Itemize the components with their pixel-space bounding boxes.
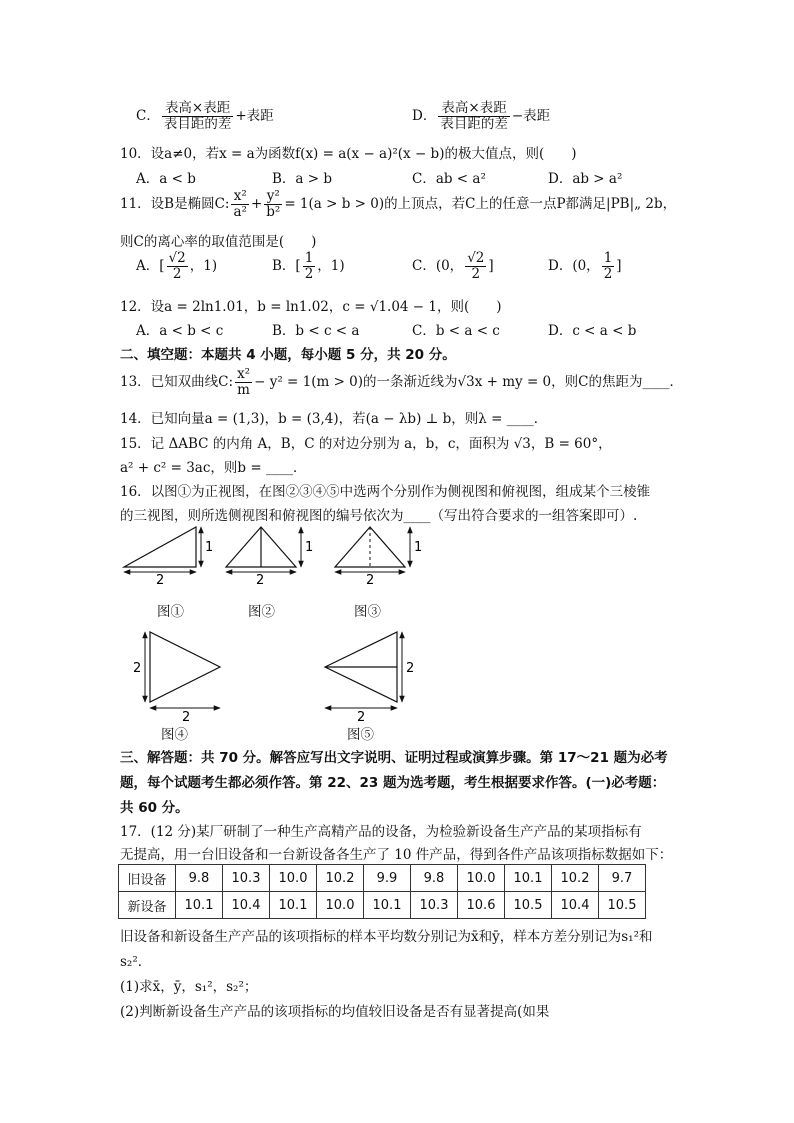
table-row	[119, 865, 646, 892]
section-3-heading-line2: 题，每个试题考生都必须作答。第 22、23 题为选考题，考生根据要求作答。(一)必考题：	[120, 775, 666, 791]
figure-3-width-label: 2	[366, 573, 375, 588]
table-cell: 10.1	[176, 892, 223, 919]
q11-stem-line2: 则C的离心率的取值范围是( )	[120, 234, 317, 250]
q15-stem-line2: a² + c² = 3ac，则b = ____．	[120, 460, 307, 476]
q11-option-d: D．(0， $\frac{1}{2}$ ]	[548, 250, 622, 282]
figure-3-height-label: 1	[414, 540, 423, 555]
q12-option-a: A．a < b < c	[136, 323, 224, 339]
figure-4-caption: 图④	[161, 727, 188, 743]
q15-stem-line1: 15．记 ΔABC 的内角 A，B，C 的对边分别为 a，b，c，面积为 √3，B = 60°，	[120, 436, 612, 452]
figure-2-width-label: 2	[256, 573, 265, 588]
figure-1-caption: 图①	[157, 604, 184, 620]
table-row-header: 新设备	[119, 892, 176, 919]
table-cell: 10.0	[458, 865, 505, 892]
table-cell: 10.5	[505, 892, 552, 919]
q9-d-fraction: $\frac{\text{表高×表距}}{\text{表目距的差}}$	[440, 100, 508, 132]
table-cell: 10.1	[270, 892, 317, 919]
q17-after-table-line1: 旧设备和新设备生产产品的该项指标的样本平均数分别记为x̄和ȳ，样本方差分别记为s₁²和	[120, 929, 653, 945]
table-cell: 10.0	[270, 865, 317, 892]
q14-stem: 14．已知向量a = (1,3)，b = (3,4)，若(a − λb) ⊥ b，则λ = ____．	[120, 411, 548, 427]
q11-stem: 11．设B是椭圆C: $\frac{\text{x²}}{\text{a²}}$ + $\frac{\text{y²}}{\text{b²}}$ = 1(a > b > 0)的上顶点，若C上的任意一点P都满足|PB|„ 2b，	[120, 188, 677, 220]
q17-after-table-line2: s₂²．	[120, 954, 152, 970]
q9-c-fraction: $\frac{\text{表高×表距}}{\text{表目距的差}}$	[163, 100, 232, 132]
figure-2-height-label: 1	[305, 540, 314, 555]
table-cell: 10.2	[317, 865, 364, 892]
section-3-heading-line3: 共 60 分。	[120, 800, 189, 816]
q17-part-2: (2)判断新设备生产产品的该项指标的均值较旧设备是否有显著提高(如果	[120, 1004, 550, 1020]
q17-stem-line1: 17．(12 分)某厂研制了一种生产高精产品的设备，为检验新设备生产产品的某项指标有	[120, 824, 642, 840]
figure-1-width-label: 2	[156, 573, 165, 588]
figure-4	[133, 632, 220, 725]
table-row	[119, 892, 646, 919]
figure-2	[226, 527, 313, 588]
figure-1-triangle	[124, 527, 196, 567]
table-cell: 10.1	[505, 865, 552, 892]
table-cell: 9.8	[411, 865, 458, 892]
table-cell: 10.0	[317, 892, 364, 919]
figure-1-height-label: 1	[205, 540, 214, 555]
q17-stem-line2: 无提高，用一台旧设备和一台新设备各生产了 10 件产品，得到各件产品该项指标数据如下：	[120, 847, 673, 863]
q10-option-b: B．a > b	[272, 171, 333, 187]
section-2-heading: 二、填空题：本题共 4 小题，每小题 5 分，共 20 分。	[120, 347, 456, 363]
table-cell: 10.4	[223, 892, 270, 919]
q17-data-table	[118, 864, 646, 919]
figure-3	[335, 527, 422, 588]
q10-stem: 10．设a≠0，若x = a为函数f(x) = a(x − a)²(x − b)的极大值点，则( )	[120, 146, 577, 162]
q12-option-b: B．b < c < a	[272, 323, 360, 339]
q10-option-c: C．ab < a²	[412, 171, 486, 187]
table-row-header: 旧设备	[119, 865, 176, 892]
table-cell: 10.6	[458, 892, 505, 919]
table-cell: 9.9	[364, 865, 411, 892]
q16-stem-line2: 的三视图，则所选侧视图和俯视图的编号依次为____（写出符合要求的一组答案即可）.	[120, 508, 638, 524]
figure-4-width-label: 2	[182, 710, 191, 725]
q9-d-tail: −表距	[511, 108, 551, 124]
table-cell: 10.3	[411, 892, 458, 919]
figure-5-width-label: 2	[357, 710, 366, 725]
table-cell: 10.5	[599, 892, 646, 919]
figure-3-caption: 图③	[354, 604, 381, 620]
table-cell: 10.4	[552, 892, 599, 919]
figure-1	[124, 527, 213, 588]
q11-option-a: A．[ $\frac{√2}{2}$ ，1)	[136, 250, 218, 282]
table-cell: 10.2	[552, 865, 599, 892]
q9-c-tail: +表距	[235, 108, 274, 124]
q12-option-d: D．c < a < b	[548, 323, 637, 339]
q9-d-label: D．	[412, 108, 437, 124]
figure-5-caption: 图⑤	[347, 727, 374, 743]
q11-option-b: B．[ $\frac{1}{2}$ ，1)	[272, 250, 345, 282]
q9-c-label: C．	[136, 108, 160, 124]
figure-4-height-label: 2	[133, 661, 142, 676]
q10-option-a: A．a < b	[136, 171, 196, 187]
section-3-heading-line1: 三、解答题：共 70 分。解答应写出文字说明、证明过程或演算步骤。第 17～21 题为必考	[120, 750, 668, 766]
q16-stem-line1: 16．以图①为正视图，在图②③④⑤中选两个分别作为侧视图和俯视图，组成某个三棱锥	[120, 484, 651, 500]
table-cell: 9.7	[599, 865, 646, 892]
table-cell: 9.8	[176, 865, 223, 892]
q12-stem: 12．设a = 2ln1.01，b = ln1.02，c = √1.04 − 1，则( )	[120, 299, 502, 315]
q10-option-d: D．ab > a²	[548, 171, 623, 187]
figure-2-caption: 图②	[248, 604, 275, 620]
table-cell: 10.3	[223, 865, 270, 892]
figure-5	[325, 632, 414, 725]
q17-part-1: (1)求x̄，ȳ，s₁²，s₂²；	[120, 979, 258, 995]
figure-5-height-label: 2	[406, 661, 415, 676]
figure-4-triangle	[150, 632, 220, 702]
q12-option-c: C．b < a < c	[412, 323, 500, 339]
q11-option-c: C．(0， $\frac{√2}{2}$ ]	[412, 250, 494, 282]
table-cell: 10.1	[364, 892, 411, 919]
q13-stem: 13．已知双曲线C: $\frac{\text{x²}}{m}$ − y² = 1(m > 0)的一条渐近线为√3x + my = 0，则C的焦距为____．	[120, 366, 683, 398]
